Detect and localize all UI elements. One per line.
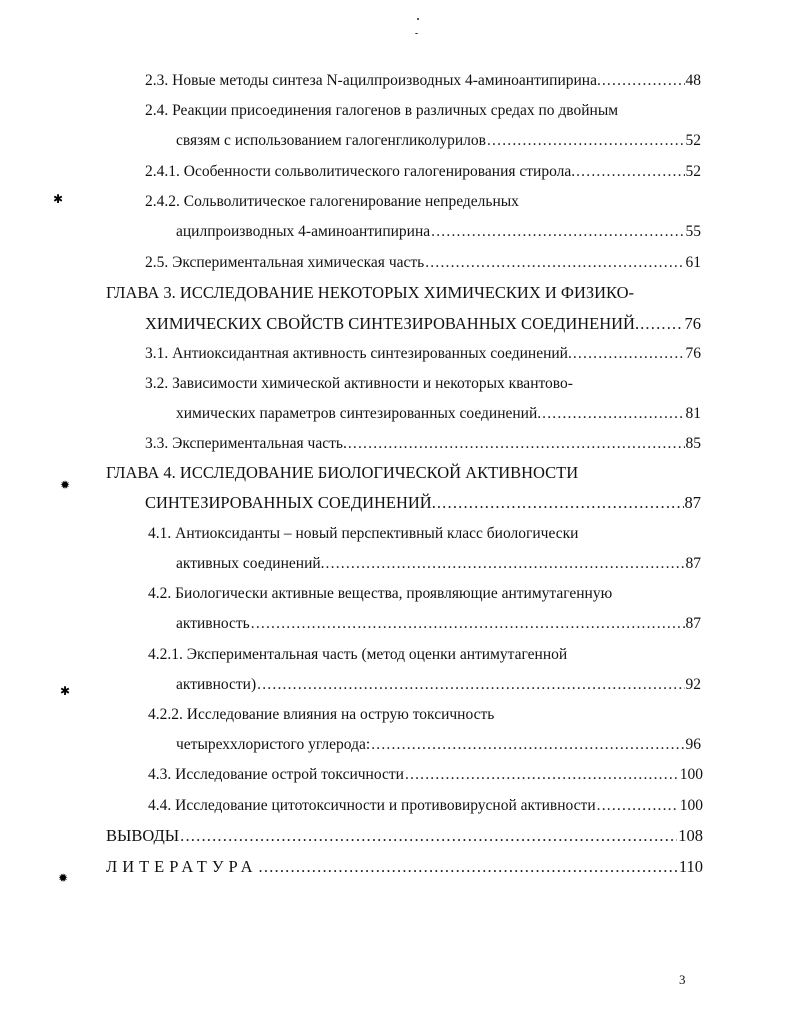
- toc-entry-3-2: 3.2. Зависимости химической активности и некоторых квантово-: [145, 375, 573, 392]
- toc-entry-4-2-1: 4.2.1. Экспериментальная часть (метод оценки антимутагенной: [148, 646, 568, 663]
- toc-entry-3-3: 3.3. Экспериментальная часть. ..... 85: [145, 434, 701, 454]
- toc-entry-4-1-cont: активных соединений. ..... 87: [176, 554, 701, 574]
- toc-entry-4-3: 4.3. Исследование острой токсичности ..... 100: [148, 765, 703, 785]
- scan-blot-mark: ✹: [60, 478, 71, 492]
- toc-chapter-3-cont: ХИМИЧЕСКИХ СВОЙСТВ СИНТЕЗИРОВАННЫХ СОЕДИНЕНИЙ. ..... 76: [145, 314, 701, 334]
- toc-entry-4-2-cont: активность ..... 87: [176, 614, 701, 634]
- leader-dots: [405, 765, 679, 785]
- toc-chapter-3: ГЛАВА 3. ИССЛЕДОВАНИЕ НЕКОТОРЫХ ХИМИЧЕСКИХ И ФИЗИКО-: [106, 283, 635, 302]
- leader-dots: [573, 344, 685, 364]
- scan-speck: [415, 33, 418, 34]
- toc-conclusions: ВЫВОДЫ ..... 108: [106, 826, 703, 846]
- leader-dots: [259, 857, 678, 877]
- toc-chapter-4-cont: СИНТЕЗИРОВАННЫХ СОЕДИНЕНИЙ. ..... 87: [145, 493, 701, 513]
- toc-chapter-4: ГЛАВА 4. ИССЛЕДОВАНИЕ БИОЛОГИЧЕСКОЙ АКТИВНОСТИ: [106, 463, 579, 482]
- toc-entry-4-2-2-cont: четыреххлористого углерода: ..... 96: [176, 735, 701, 755]
- leader-dots: [602, 71, 685, 91]
- toc-entry-2-4-2-cont: ацилпроизводных 4-аминоантипирина ..... 55: [176, 222, 701, 242]
- toc-entry-2-4-2: 2.4.2. Сольволитическое галогенирование непредельных: [145, 193, 519, 210]
- leader-dots: [326, 554, 685, 574]
- scan-speck: [417, 18, 419, 20]
- leader-dots: [180, 826, 677, 846]
- leader-dots: [348, 434, 685, 454]
- toc-entry-4-2-2: 4.2.2. Исследование влияния на острую токсичность: [148, 706, 495, 723]
- scan-blot-mark: ✹: [58, 871, 69, 885]
- leader-dots: [257, 675, 684, 695]
- toc-literature: ЛИТЕРАТУРА ..... 110: [106, 857, 703, 877]
- leader-dots: [431, 222, 684, 242]
- toc-entry-4-2: 4.2. Биологически активные вещества, проявляющие антимутагенную: [148, 585, 613, 602]
- toc-entry-2-3: 2.3. Новые методы синтеза N-ацилпроизводных 4-аминоантипирина. ..... 48: [145, 71, 701, 91]
- toc-entry-3-2-cont: химических параметров синтезированных соединений. ..... 81: [176, 404, 701, 424]
- toc-entry-2-4-1: 2.4.1. Особенности сольволитического галогенирования стирола. ..... 52: [145, 162, 701, 182]
- toc-entry-2-4-cont: связям с использованием галогенгликолурилов ..... 52: [176, 131, 701, 151]
- page-number: 3: [679, 972, 686, 987]
- toc-entry-2-5: 2.5. Экспериментальная химическая часть ..... 61: [145, 253, 701, 273]
- toc-entry-4-2-1-cont: активности) ..... 92: [176, 675, 701, 695]
- leader-dots: [597, 796, 679, 816]
- leader-dots: [640, 314, 683, 334]
- toc-entry-4-4: 4.4. Исследование цитотоксичности и противовирусной активности ..... 100: [148, 796, 703, 816]
- toc-entry-2-4: 2.4. Реакции присоединения галогенов в различных средах по двойным: [145, 102, 619, 119]
- leader-dots: [576, 162, 684, 182]
- scan-blot-mark: ✱: [60, 684, 71, 698]
- scan-blot-mark: ✱: [53, 192, 64, 206]
- toc-entry-3-1: 3.1. Антиоксидантная активность синтезированных соединений. ..... 76: [145, 344, 701, 364]
- leader-dots: [437, 493, 684, 513]
- leader-dots: [371, 735, 684, 755]
- toc-entry-4-1: 4.1. Антиоксиданты – новый перспективный класс биологически: [148, 525, 579, 542]
- leader-dots: [425, 253, 684, 273]
- leader-dots: [542, 404, 684, 424]
- leader-dots: [251, 614, 685, 634]
- leader-dots: [487, 131, 685, 151]
